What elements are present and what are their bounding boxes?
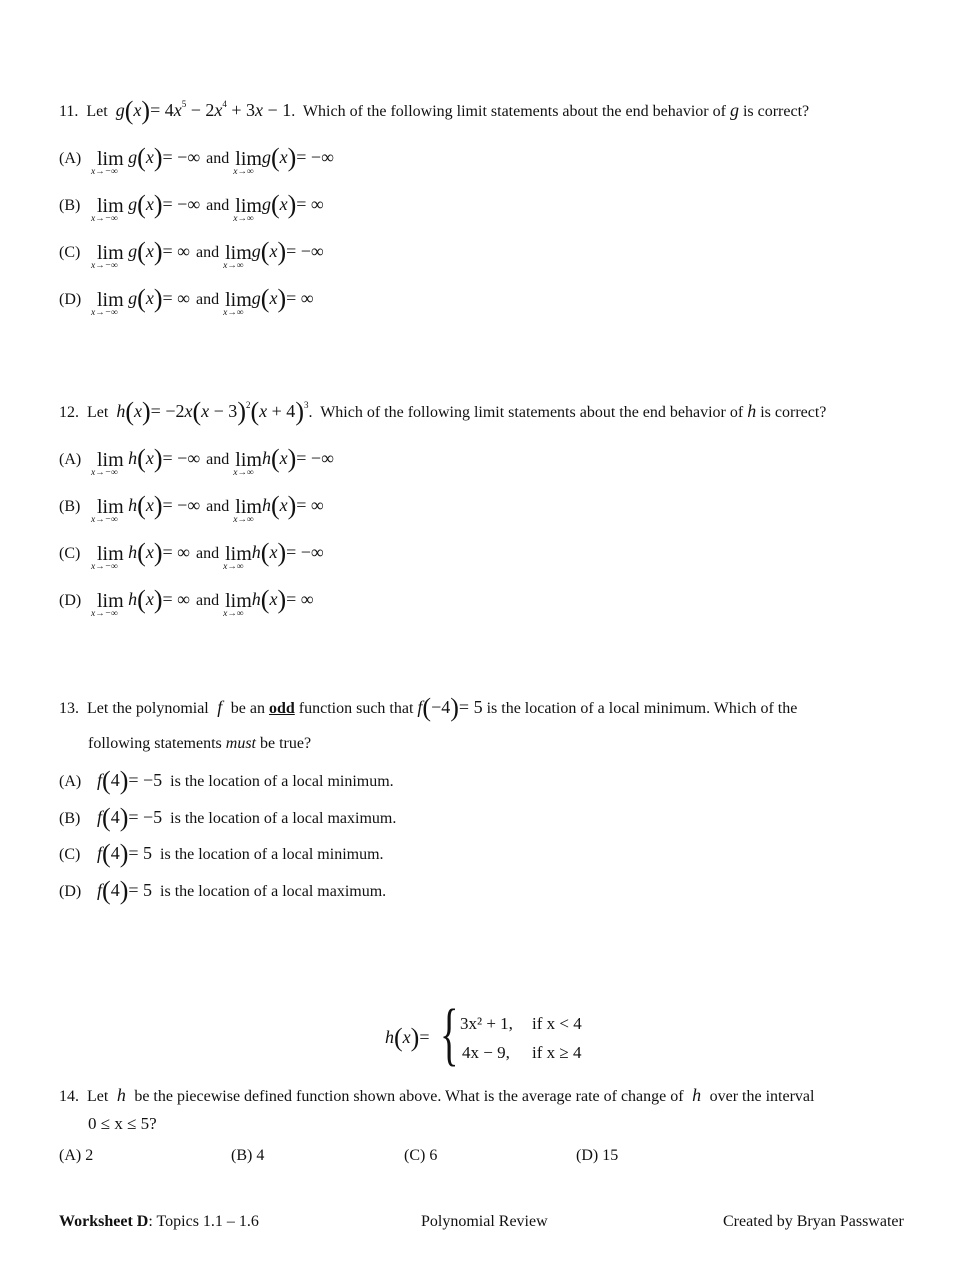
q14-choice-a[interactable]: (A) 2: [59, 1147, 94, 1164]
limit-pos-inf: lim x→∞: [233, 496, 262, 525]
limit-neg-inf: lim x→−∞: [91, 543, 124, 572]
q12-option-d[interactable]: (D) lim x→−∞ h(x)= ∞ and lim x→∞ h(x)= ∞: [59, 585, 314, 619]
piecewise-brace: {: [440, 996, 459, 1073]
q13-option-a[interactable]: (A) f(4)= −5 is the location of a local minimum.: [59, 766, 394, 795]
limit-neg-inf: lim x→−∞: [91, 449, 124, 478]
q12-option-a[interactable]: (A) lim x→−∞ h(x)= −∞ and lim x→∞ h(x)= −∞: [59, 444, 334, 478]
limit-pos-inf: lim x→∞: [233, 148, 262, 177]
odd-emphasis: odd: [268, 700, 295, 717]
limit-pos-inf: lim x→∞: [233, 195, 262, 224]
q11-option-a[interactable]: (A) lim x→−∞ g(x)= −∞ and lim x→∞ g(x)= −∞: [59, 143, 334, 177]
footer-right: Created by Bryan Passwater: [723, 1213, 904, 1230]
limit-neg-inf: lim x→−∞: [91, 242, 124, 271]
limit-neg-inf: lim x→−∞: [91, 195, 124, 224]
piece-2: 4x − 9,: [462, 1043, 510, 1062]
q12-stem: 12. Let $h(x)= -2x(x - 3)^2(x + 4)^3$. Which of the following limit statements about the end behavior of h is correct?: [59, 397, 827, 426]
q14-stem: 14. Let h be the piecewise defined function shown above. What is the average rate of change of h over the interval: [59, 1085, 815, 1105]
q12-option-c[interactable]: (C) lim x→−∞ h(x)= ∞ and lim x→∞ h(x)= −∞: [59, 538, 324, 572]
q14-choice-b[interactable]: (B) 4: [231, 1147, 265, 1164]
limit-pos-inf: lim x→∞: [223, 242, 252, 271]
q11-option-b[interactable]: (B) lim x→−∞ g(x)= −∞ and lim x→∞ g(x)= ∞: [59, 190, 324, 224]
limit-pos-inf: lim x→∞: [223, 590, 252, 619]
q14-choice-c[interactable]: (C) 6: [404, 1147, 438, 1164]
limit-pos-inf: lim x→∞: [223, 543, 252, 572]
q13-option-d[interactable]: (D) f(4)= 5 is the location of a local maximum.: [59, 876, 387, 905]
q12-option-b[interactable]: (B) lim x→−∞ h(x)= −∞ and lim x→∞ h(x)= ∞: [59, 491, 324, 525]
limit-neg-inf: lim x→−∞: [91, 148, 124, 177]
q14-interval: 0 ≤ x ≤ 5?: [88, 1114, 157, 1133]
q11-option-c[interactable]: (C) lim x→−∞ g(x)= ∞ and lim x→∞ g(x)= −∞: [59, 237, 324, 271]
footer-center: Polynomial Review: [421, 1213, 548, 1230]
piecewise-function: h(x)=: [385, 1023, 430, 1052]
limit-neg-inf: lim x→−∞: [91, 590, 124, 619]
limit-pos-inf: lim x→∞: [223, 289, 252, 318]
footer-left: Worksheet D: Topics 1.1 – 1.6: [59, 1213, 259, 1230]
q13-stem: 13. Let the polynomial f be an odd function such that f(−4)= 5 is the location of a local minimum. Which of the: [59, 693, 798, 722]
limit-pos-inf: lim x→∞: [233, 449, 262, 478]
limit-neg-inf: lim x→−∞: [91, 289, 124, 318]
q14-choice-d[interactable]: (D) 15: [576, 1147, 619, 1164]
q13-option-c[interactable]: (C) f(4)= 5 is the location of a local minimum.: [59, 839, 384, 868]
piece-2-cond: if x ≥ 4: [532, 1043, 582, 1062]
q11-option-d[interactable]: (D) lim x→−∞ g(x)= ∞ and lim x→∞ g(x)= ∞: [59, 284, 314, 318]
q13-option-b[interactable]: (B) f(4)= −5 is the location of a local maximum.: [59, 803, 397, 832]
limit-neg-inf: lim x→−∞: [91, 496, 124, 525]
q13-stem-line2: following statements must be true?: [88, 735, 312, 752]
piece-1: 3x² + 1,: [460, 1014, 513, 1033]
q11-stem: 11. Let $g(x)= 4x^5 - 2x^4 + 3x - 1$. Which of the following limit statements about the end behavior of g is correct?: [59, 96, 810, 125]
piece-1-cond: if x < 4: [532, 1014, 582, 1033]
